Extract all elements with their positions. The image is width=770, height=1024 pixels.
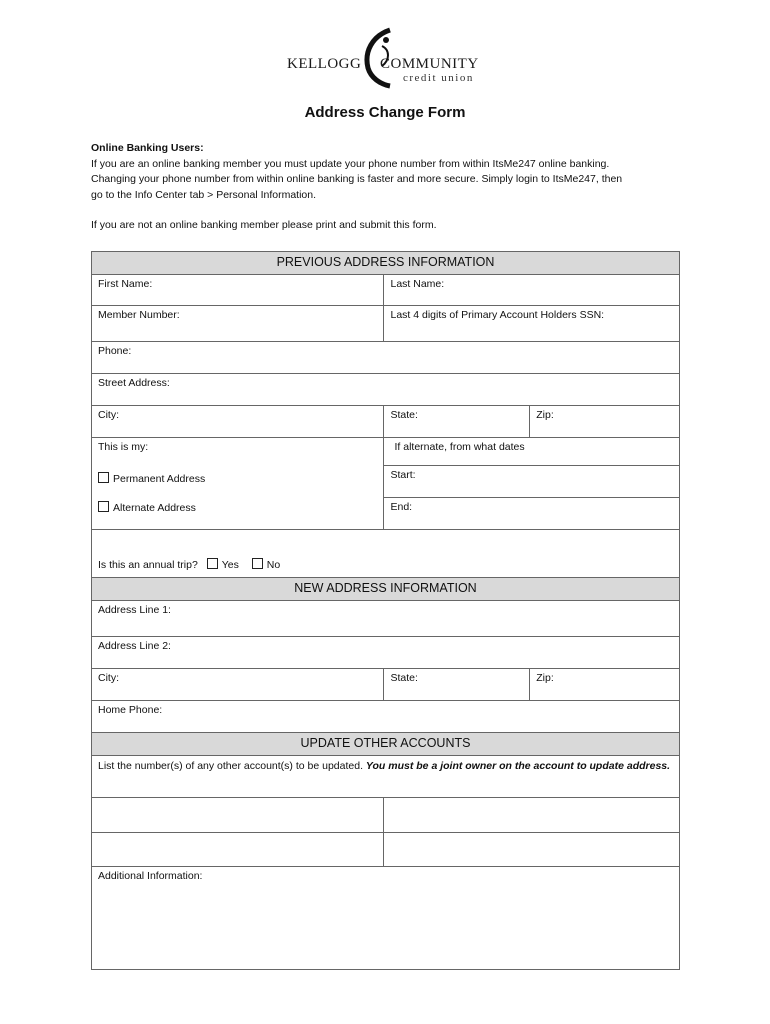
street-address-label: Street Address: [98,377,170,389]
additional-information-label: Additional Information: [98,870,203,882]
ssn-field[interactable] [384,306,680,342]
other-accounts-header: UPDATE OTHER ACCOUNTS [92,733,680,756]
alternate-dates-label: If alternate, from what dates [384,438,680,466]
joint-owner-note: You must be a joint owner on the account to update address. [365,760,671,772]
zip-field[interactable] [530,406,680,438]
account-number-field-1[interactable] [92,798,384,833]
permanent-checkbox[interactable] [98,472,109,483]
ssn-label: Last 4 digits of Primary Account Holders SSN: [390,309,605,321]
new-zip-field[interactable] [530,669,680,701]
alternate-checkbox[interactable] [98,501,109,512]
home-phone-field[interactable] [92,701,680,733]
alternate-address-option[interactable] [98,501,377,514]
previous-address-header: PREVIOUS ADDRESS INFORMATION [92,252,680,275]
intro-line-1: If you are an online banking member you must update your phone number from within ItsMe247 online banking. [91,157,610,170]
annual-trip-label: Is this an annual trip? [98,559,198,571]
intro-heading: Online Banking Users: [91,142,204,154]
first-name-label: First Name: [98,278,153,290]
end-label: End: [390,501,413,513]
address-line-1-field[interactable] [92,601,680,637]
address-line-2-label: Address Line 2: [98,640,171,652]
account-number-field-4[interactable] [384,833,680,867]
zip-label: Zip: [536,409,554,421]
intro-line-3: go to the Info Center tab > Personal Information. [91,188,317,201]
intro-line-2: Changing your phone number from within online banking is faster and more secure. Simply login to ItsMe247, then [91,173,623,185]
address-line-1-label: Address Line 1: [98,604,171,616]
member-number-label: Member Number: [98,309,180,321]
permanent-address-option[interactable] [98,472,377,485]
state-field[interactable] [384,406,530,438]
intro-text [91,141,691,234]
page-title: Address Change Form [304,104,466,121]
annual-trip-yes-checkbox[interactable] [207,558,218,569]
address-type-cell [92,438,384,530]
permanent-address-label: Permanent Address [113,473,206,485]
annual-trip-no-checkbox[interactable] [252,558,263,569]
start-label: Start: [390,469,416,481]
annual-trip-yes-label: Yes [221,559,239,571]
new-state-field[interactable] [384,669,530,701]
logo-word-community: COMMUNITY [380,56,479,72]
phone-field[interactable] [92,342,680,374]
state-label: State: [390,409,418,421]
first-name-field[interactable] [92,275,384,306]
other-accounts-instruction [92,756,680,798]
other-accounts-instruction-text: List the number(s) of any other account(s) to be updated. [98,760,363,772]
last-name-label: Last Name: [390,278,445,290]
new-city-field[interactable] [92,669,384,701]
alternate-address-label: Alternate Address [113,502,196,514]
new-city-label: City: [98,672,119,684]
last-name-field[interactable] [384,275,680,306]
phone-label: Phone: [98,345,132,357]
city-label: City: [98,409,119,421]
member-number-field[interactable] [92,306,384,342]
start-date-field[interactable] [384,466,680,498]
annual-trip-row [92,530,680,578]
end-date-field[interactable] [384,498,680,530]
address-line-2-field[interactable] [92,637,680,669]
address-change-table [91,251,680,970]
this-is-my-label: This is my: [98,441,149,453]
account-number-field-3[interactable] [92,833,384,867]
city-field[interactable] [92,406,384,438]
annual-trip-no-label: No [266,559,281,571]
street-address-field[interactable] [92,374,680,406]
logo-word-credit-union: credit union [403,72,474,84]
home-phone-label: Home Phone: [98,704,163,716]
new-address-header: NEW ADDRESS INFORMATION [92,578,680,601]
logo-word-kellogg: KELLOGG [287,56,362,72]
intro-line-4: If you are not an online banking member please print and submit this form. [91,219,437,231]
account-number-field-2[interactable] [384,798,680,833]
new-zip-label: Zip: [536,672,554,684]
additional-information-field[interactable] [92,867,680,970]
new-state-label: State: [390,672,418,684]
